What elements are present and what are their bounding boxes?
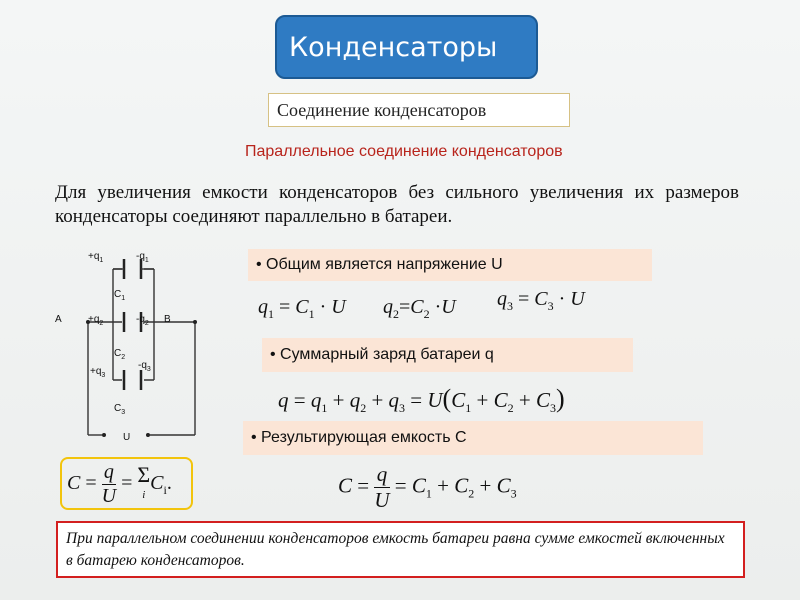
c3-left-charge: $+q_3$ — [90, 366, 106, 379]
general-formula-box — [60, 457, 193, 510]
voltage-label: U — [123, 432, 131, 443]
formula-total-charge: $q = q_1 + q_2 + q_3 = U(C_1 + C_2 + C_3)$ — [278, 384, 565, 416]
slide-subtitle: Соединение конденсаторов — [268, 93, 570, 127]
node-b-dot — [193, 320, 197, 324]
c3-label: $C_3$ — [114, 403, 126, 416]
conclusion-box: При параллельном соединении конденсаторов емкость батареи равна сумме емкостей включенных в батарею конденсаторов. — [56, 521, 745, 578]
node-b-label: B — [164, 314, 171, 325]
c2-left-charge: $+q_2$ — [88, 314, 104, 327]
formula-capacitance: C = $\frac{q}{U}$ = $C_1 + C_2 + C_3$ — [338, 462, 517, 512]
formula-q3: $q_3 = C_3 \cdot U$ — [497, 288, 585, 313]
formula-q2: $q_2=C_2 \cdot U$ — [383, 296, 456, 321]
c2-right-charge: $-q_2$ — [136, 314, 149, 327]
c1-label: $C_1$ — [114, 289, 126, 302]
section-heading: Параллельное соединение конденсаторов — [245, 143, 563, 160]
terminal-right-dot — [146, 433, 150, 437]
c1-left-charge: $+q_1$ — [88, 251, 104, 264]
bullet-common-voltage: • Общим является напряжение U — [248, 249, 652, 281]
capacitor-c3-symbol — [113, 370, 154, 390]
c1-right-charge: $-q_1$ — [136, 251, 149, 264]
formula-q1: $q_1 = C_1 \cdot U$ — [258, 296, 346, 321]
c3-right-charge: $-q_3$ — [138, 360, 151, 373]
terminal-left-dot — [102, 433, 106, 437]
bullet-total-charge: • Суммарный заряд батареи q — [262, 338, 633, 372]
intro-paragraph: Для увеличения емкости конденсаторов без сильного увеличения их размеров конденсаторы соединяют параллельно в батареи. — [55, 182, 739, 227]
bullet-resulting-capacitance: • Результирующая емкость C — [243, 421, 703, 455]
node-a-label: A — [55, 314, 62, 325]
formula-general: C = $\frac{q}{U}$ = Σ $iC_i$. — [67, 461, 172, 507]
slide-title: Конденсаторы — [275, 15, 538, 79]
c2-label: $C_2$ — [114, 348, 126, 361]
